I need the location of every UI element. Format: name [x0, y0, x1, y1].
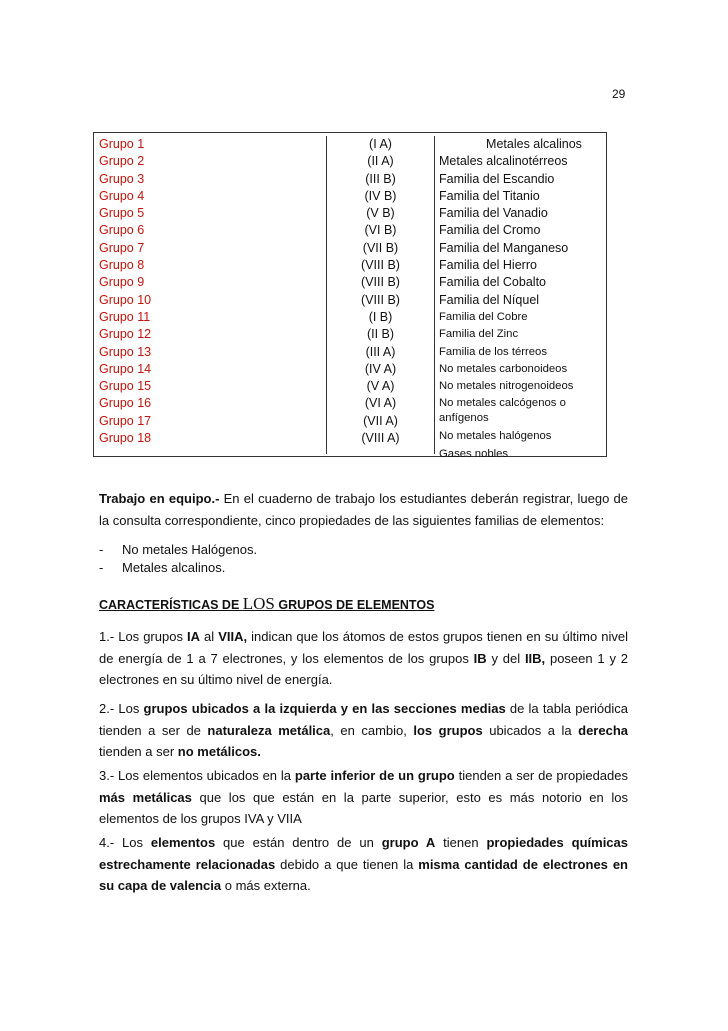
text: tienden a ser: [99, 744, 178, 759]
family-cell: Familia del Zinc: [439, 328, 519, 341]
heading-text: CARACTERÍSTICAS DE: [99, 598, 243, 612]
roman-cell: (VII B): [362, 240, 399, 255]
bold-text: más metálicas: [99, 789, 192, 805]
group-cell: Grupo 4: [99, 188, 145, 203]
roman-cell: (V B): [366, 206, 395, 221]
family-cell: No metales nitrogenoideos: [439, 380, 574, 393]
section-heading: [99, 594, 434, 614]
text: 2.- Los: [99, 701, 144, 716]
family-cell: Familia del Vanadio: [439, 206, 548, 221]
family-cell: No metales halógenos: [439, 430, 552, 443]
paragraph-1: [99, 626, 628, 691]
text: indican que los átomos de estos grupos tienen en su último nivel de energía de 1 a 7 electrones, y los elementos de los grupos: [99, 629, 629, 666]
text: 1.- Los grupos: [99, 629, 187, 644]
bold-text: IB: [473, 650, 487, 666]
roman-cell: (VIII B): [361, 292, 400, 307]
roman-cell: (III B): [365, 171, 396, 186]
bold-text: misma cantidad de electrones en su capa de valencia: [99, 856, 628, 893]
group-cell: Grupo 13: [99, 344, 152, 359]
roman-cell: (IV B): [364, 188, 397, 203]
roman-cell: (II A): [367, 154, 394, 169]
text: debido a que tienen la: [275, 856, 419, 872]
family-cell: Familia del Níquel: [439, 292, 540, 307]
text: que los que están en la parte superior, esto es más notorio en los elementos de los grupos IVA y VIIA: [99, 789, 628, 826]
roman-cell: (I B): [368, 309, 393, 324]
roman-cell: (VIII A): [361, 431, 400, 446]
bold-text: derecha: [578, 722, 628, 738]
group-cell: Grupo 1: [99, 137, 145, 151]
list-item-text: No metales Halógenos.: [122, 542, 258, 557]
group-cell: Grupo 6: [99, 223, 145, 238]
teamwork-label: Trabajo en equipo.-: [99, 491, 220, 506]
heading-text: GRUPOS DE ELEMENTOS: [274, 598, 435, 612]
text: poseen 1 y 2 electrones en su último nivel de energía.: [99, 650, 628, 687]
text: y del: [486, 650, 525, 666]
text: , en cambio,: [330, 722, 414, 738]
family-cell: Metales alcalinotérreos: [439, 154, 568, 169]
group-cell: Grupo 17: [99, 413, 152, 428]
group-cell: Grupo 18: [99, 431, 152, 446]
teamwork-text: En el cuaderno de trabajo los estudiantes deberán registrar, luego de la consulta correspondiente, cinco propiedades de las siguientes familias de elementos:: [99, 491, 628, 528]
heading-text: LOS: [242, 594, 275, 613]
roman-cell: (IV A): [364, 361, 397, 376]
family-cell: Familia del Hierro: [439, 258, 537, 273]
groups-table: [93, 132, 607, 460]
group-cell: Grupo 11: [99, 309, 151, 324]
group-cell: Grupo 9: [99, 275, 145, 290]
bold-text: IA: [187, 629, 200, 644]
text: ubicados a la: [482, 722, 579, 738]
family-cell: Familia del Cobalto: [439, 275, 546, 290]
text: 3.- Los elementos ubicados en la: [99, 768, 295, 783]
bold-text: elementos: [150, 835, 216, 850]
bold-text: no metálicos.: [177, 744, 261, 759]
bullet: -: [99, 560, 104, 575]
group-cell: Grupo 14: [99, 361, 152, 376]
text: o más externa.: [221, 878, 311, 893]
paragraph-4: [99, 832, 628, 897]
text: tienen: [435, 835, 487, 850]
text: tienden a ser de propiedades: [454, 768, 628, 783]
bold-text: naturaleza metálica: [207, 722, 331, 738]
roman-cell: (III A): [365, 344, 396, 359]
roman-cell: (VII A): [363, 413, 398, 428]
bold-text: parte inferior de un grupo: [294, 768, 455, 783]
teamwork-paragraph: [99, 488, 628, 531]
roman-column: [327, 136, 435, 454]
family-column: [435, 136, 607, 463]
family-cell: Gases nobles: [439, 447, 509, 460]
group-cell: Grupo 16: [99, 396, 152, 411]
group-cell: Grupo 2: [99, 154, 145, 169]
group-cell: Grupo 15: [99, 379, 152, 394]
bullet: -: [99, 542, 104, 557]
roman-cell: (VI B): [364, 223, 397, 238]
paragraph-2: [99, 698, 628, 763]
roman-cell: (VIII B): [361, 275, 400, 290]
roman-cell: (VIII B): [361, 258, 400, 273]
text: que están dentro de un: [215, 835, 382, 850]
family-cell: Familia de los térreos: [439, 345, 547, 358]
roman-cell: (I A): [369, 137, 392, 151]
roman-cell: (II B): [366, 327, 395, 342]
family-cell: No metales carbonoideos: [439, 362, 568, 375]
family-cell: Familia del Escandio: [439, 171, 555, 186]
family-cell: Familia del Titanio: [439, 188, 540, 203]
list-item: [99, 557, 225, 578]
group-cell: Grupo 7: [99, 240, 145, 255]
roman-cell: (VI A): [364, 396, 397, 411]
family-cell: Metales alcalinos: [486, 137, 582, 151]
text: 4.- Los: [99, 835, 151, 850]
group-cell: Grupo 3: [99, 171, 145, 186]
bold-text: VIIA,: [218, 629, 248, 644]
family-cell: Familia del Cromo: [439, 223, 541, 238]
family-cell: Familia del Cobre: [439, 310, 528, 323]
group-cell: Grupo 10: [99, 292, 152, 307]
bold-text: IIB,: [524, 650, 546, 666]
roman-cell: (V A): [366, 379, 395, 394]
text: de la tabla periódica tienden a ser de: [99, 701, 628, 738]
bold-text: grupo A: [381, 835, 436, 850]
group-cell: Grupo 8: [99, 258, 145, 273]
bold-text: los grupos: [413, 722, 483, 738]
group-cell: Grupo 5: [99, 206, 145, 221]
paragraph-3: [99, 765, 628, 830]
family-cell: Familia del Manganeso: [439, 240, 569, 255]
family-cell: No metales calcógenos o anfígenos: [439, 397, 566, 425]
list-item-text: Metales alcalinos.: [122, 560, 226, 575]
bold-text: propiedades químicas estrechamente relacionadas: [99, 835, 628, 872]
page-number: 29: [612, 87, 626, 101]
text: al: [200, 629, 219, 644]
group-column: [94, 136, 327, 454]
group-cell: Grupo 12: [99, 327, 152, 342]
bold-text: grupos ubicados a la izquierda y en las secciones medias: [143, 701, 506, 716]
